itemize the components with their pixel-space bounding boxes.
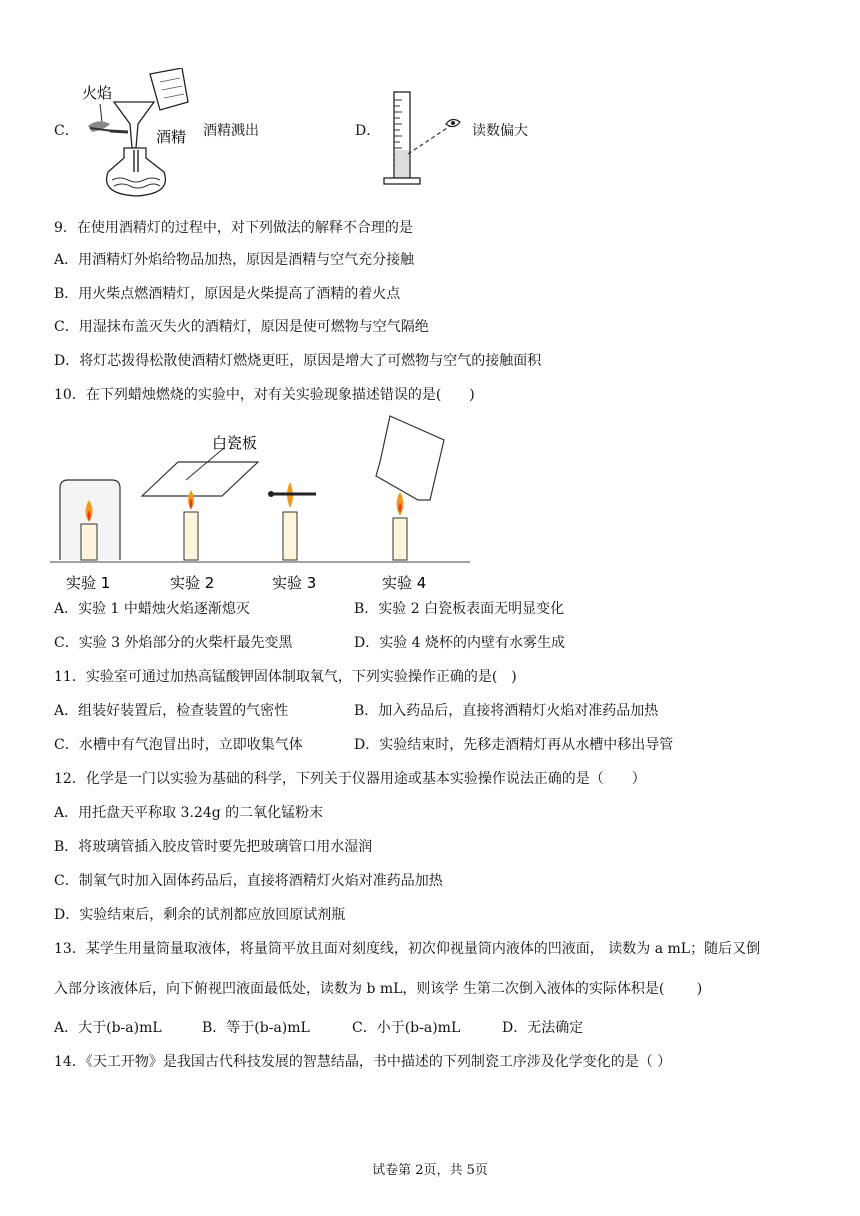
q13-option-a: A．大于(b-a)mL bbox=[54, 1020, 162, 1036]
exp-label-2: 实验 2 bbox=[170, 574, 215, 592]
q9-option-c: C．用湿抹布盖灭失火的酒精灯，原因是使可燃物与空气隔绝 bbox=[54, 319, 429, 335]
q12-option-d: D．实验结束后，剩余的试剂都应放回原试剂瓶 bbox=[54, 907, 346, 923]
q11-option-a: A．组装好装置后，检查装置的气密性 bbox=[54, 703, 289, 719]
q9-option-a: A．用酒精灯外焰给物品加热，原因是酒精与空气充分接触 bbox=[54, 252, 415, 268]
q10-stem: 10．在下列蜡烛燃烧的实验中，对有关实验现象描述错误的是( ) bbox=[54, 387, 475, 403]
flame-label: 火焰 bbox=[82, 84, 113, 102]
q11-stem: 11．实验室可通过加热高锰酸钾固体制取氧气，下列实验操作正确的是( ) bbox=[54, 669, 517, 685]
q8-option-c-letter: C． bbox=[54, 123, 79, 139]
q14-stem: 14．《天工开物》是我国古代科技发展的智慧结晶，书中描述的下列制瓷工序涉及化学变化的是（ ） bbox=[54, 1054, 672, 1070]
q13-stem-line-1: 13．某学生用量筒量取液体，将量筒平放且面对刻度线，初次仰视量筒内液体的凹液面， 读数为 a mL；随后又倒 bbox=[54, 941, 761, 957]
q8-option-c-caption: 酒精溅出 bbox=[203, 123, 259, 139]
q13-option-b: B．等于(b-a)mL bbox=[202, 1020, 310, 1036]
q13-option-d: D．无法确定 bbox=[502, 1020, 584, 1036]
q12-option-b: B．将玻璃管插入胶皮管时要先把玻璃管口用水湿润 bbox=[54, 839, 373, 855]
exp-label-4: 实验 4 bbox=[382, 574, 427, 592]
q13-option-c: C．小于(b-a)mL bbox=[352, 1020, 461, 1036]
experiment-1-drawing bbox=[60, 480, 120, 560]
q9-stem: 9．在使用酒精灯的过程中，对下列做法的解释不合理的是 bbox=[54, 220, 413, 236]
exp-label-3: 实验 3 bbox=[272, 574, 317, 592]
q10-option-b: B．实验 2 白瓷板表面无明显变化 bbox=[354, 601, 565, 617]
experiment-3-drawing bbox=[268, 482, 316, 560]
candle-experiments-figure bbox=[50, 412, 470, 594]
q8-option-d-letter: D． bbox=[355, 123, 381, 139]
q11-option-b: B．加入药品后，直接将酒精灯火焰对准药品加热 bbox=[354, 703, 659, 719]
q10-option-a: A．实验 1 中蜡烛火焰逐渐熄灭 bbox=[54, 601, 250, 617]
experiment-4-drawing bbox=[376, 416, 444, 560]
q10-option-d: D．实验 4 烧杯的内壁有水雾生成 bbox=[354, 635, 566, 651]
q10-option-c: C．实验 3 外焰部分的火柴杆最先变黑 bbox=[54, 635, 293, 651]
exp-label-1: 实验 1 bbox=[66, 574, 111, 592]
q12-option-c: C．制氧气时加入固体药品后，直接将酒精灯火焰对准药品加热 bbox=[54, 873, 443, 889]
q11-option-d: D．实验结束时，先移走酒精灯再从水槽中移出导管 bbox=[354, 737, 674, 753]
q13-stem-line-2: 入部分该液体后，向下俯视凹液面最低处，读数为 b mL，则该学 生第二次倒入液体的实际体积是( ) bbox=[54, 981, 703, 997]
q12-stem: 12．化学是一门以实验为基础的科学，下列关于仪器用途或基本实验操作说法正确的是（ ） bbox=[54, 771, 646, 787]
q12-option-a: A．用托盘天平称取 3.24g 的二氧化锰粉末 bbox=[54, 805, 324, 821]
graduated-cylinder-figure bbox=[380, 90, 470, 190]
white-plate-label: 白瓷板 bbox=[212, 434, 258, 452]
alcohol-lamp-funnel-figure bbox=[80, 68, 200, 200]
q9-option-d: D．将灯芯拨得松散使酒精灯燃烧更旺，原因是增大了可燃物与空气的接触面积 bbox=[54, 353, 542, 369]
q11-option-c: C．水槽中有气泡冒出时，立即收集气体 bbox=[54, 737, 303, 753]
q8-option-d-caption: 读数偏大 bbox=[472, 123, 528, 139]
experiment-2-drawing bbox=[142, 434, 258, 560]
page-footer: 试卷第 2页，共 5页 bbox=[372, 1163, 488, 1178]
alcohol-label: 酒精 bbox=[156, 128, 187, 146]
q9-option-b: B．用火柴点燃酒精灯，原因是火柴提高了酒精的着火点 bbox=[54, 286, 401, 302]
